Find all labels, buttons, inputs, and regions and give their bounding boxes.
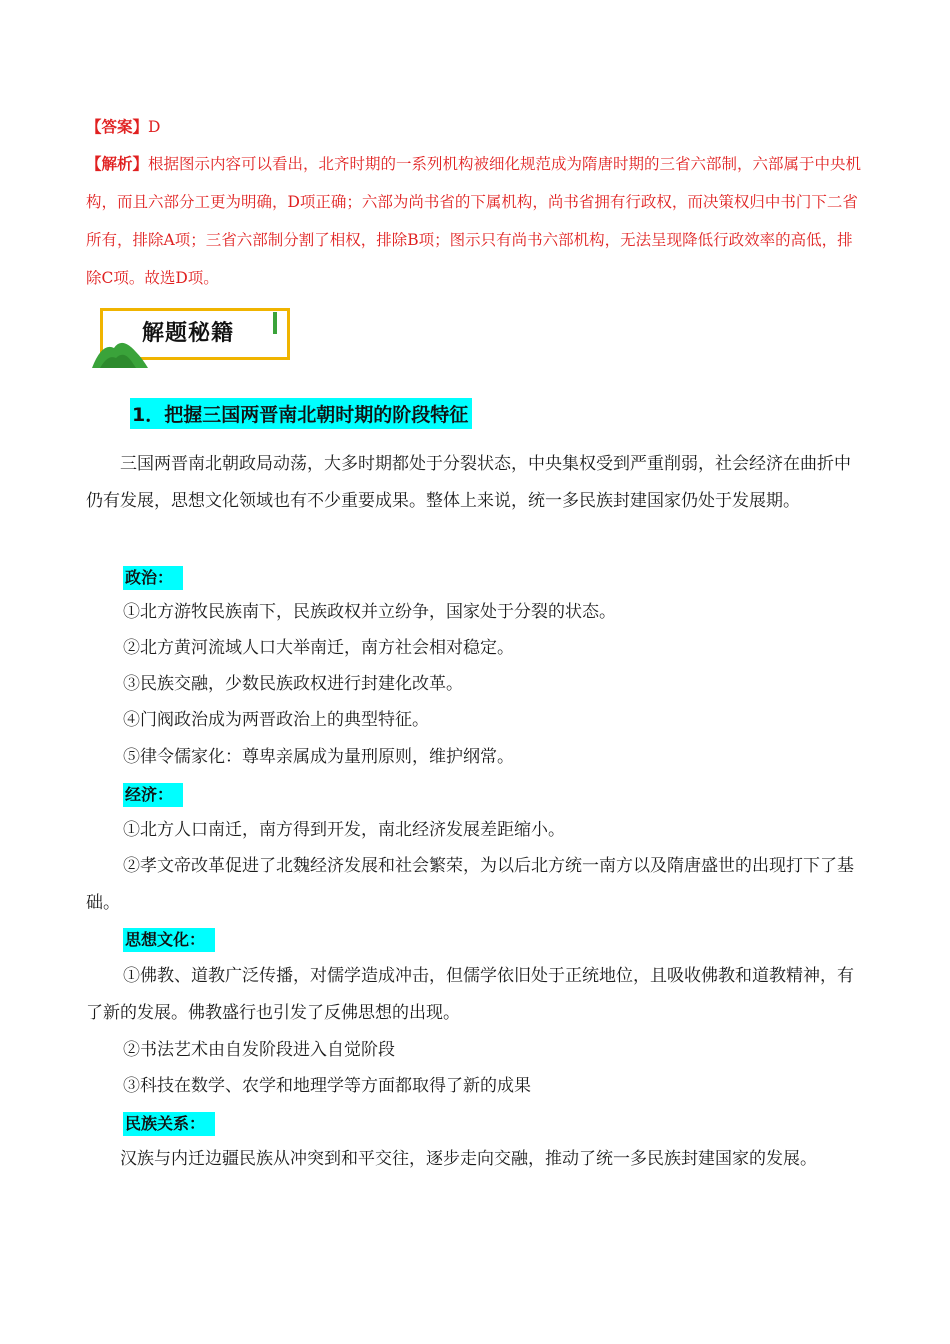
section-heading: 1．把握三国两晋南北朝时期的阶段特征 (130, 398, 472, 429)
politics-item-1: ①北方游牧民族南下，民族政权并立纷争，国家处于分裂的状态。 (123, 602, 616, 622)
answer-value: D (148, 118, 161, 136)
economy-item-1: ①北方人口南迁，南方得到开发，南北经济发展差距缩小。 (123, 820, 565, 840)
politics-label: 政治： (123, 566, 183, 590)
intro-paragraph: 三国两晋南北朝政局动荡，大多时期都处于分裂状态，中央集权受到严重削弱，社会经济在曲折中仍有发展，思想文化领域也有不少重要成果。整体上来说，统一多民族封建国家仍处于发展期。 (86, 454, 851, 511)
economy-item-2: ②孝文帝改革促进了北魏经济发展和社会繁荣，为以后北方统一南方以及隋唐盛世的出现打下了基础。 (86, 856, 854, 913)
culture-label: 思想文化： (123, 928, 215, 952)
politics-item-3: ③民族交融，少数民族政权进行封建化改革。 (123, 674, 463, 694)
politics-item-2: ②北方黄河流域人口大举南迁，南方社会相对稳定。 (123, 638, 514, 658)
culture-item-2: ②书法艺术由自发阶段进入自觉阶段 (123, 1040, 395, 1060)
culture-item-1: ①佛教、道教广泛传播，对儒学造成冲击，但儒学依旧处于正统地位，且吸收佛教和道教精神，有了新的发展。佛教盛行也引发了反佛思想的出现。 (86, 966, 854, 1023)
ethnic-label: 民族关系： (123, 1112, 215, 1136)
badge-title: 解题秘籍 (142, 321, 235, 346)
politics-item-5: ⑤律令儒家化：尊卑亲属成为量刑原则，维护纲常。 (123, 747, 514, 767)
culture-item-3: ③科技在数学、农学和地理学等方面都取得了新的成果 (123, 1076, 531, 1096)
badge-accent (273, 312, 277, 334)
tips-badge (92, 300, 302, 372)
analysis-text: 根据图示内容可以看出，北齐时期的一系列机构被细化规范成为隋唐时期的三省六部制，六部属于中央机构，而且六部分工更为明确，D项正确；六部为尚书省的下属机构，尚书省拥有行政权，而决策权归中书门下二省所有，排除A项；三省六部制分割了相权，排除B项；图示只有尚书六部机构，无法呈现降低行政效率的高低，排除C项。故选D项。 (86, 155, 862, 287)
answer-label: 【答案】 (86, 117, 149, 136)
politics-item-4: ④门阀政治成为两晋政治上的典型特征。 (123, 710, 429, 730)
analysis-label: 【解析】 (86, 154, 149, 173)
answer-line (86, 108, 866, 146)
economy-label: 经济： (123, 783, 183, 807)
analysis-paragraph (86, 145, 866, 297)
ethnic-paragraph: 汉族与内迁边疆民族从冲突到和平交往，逐步走向交融，推动了统一多民族封建国家的发展。 (120, 1149, 817, 1169)
